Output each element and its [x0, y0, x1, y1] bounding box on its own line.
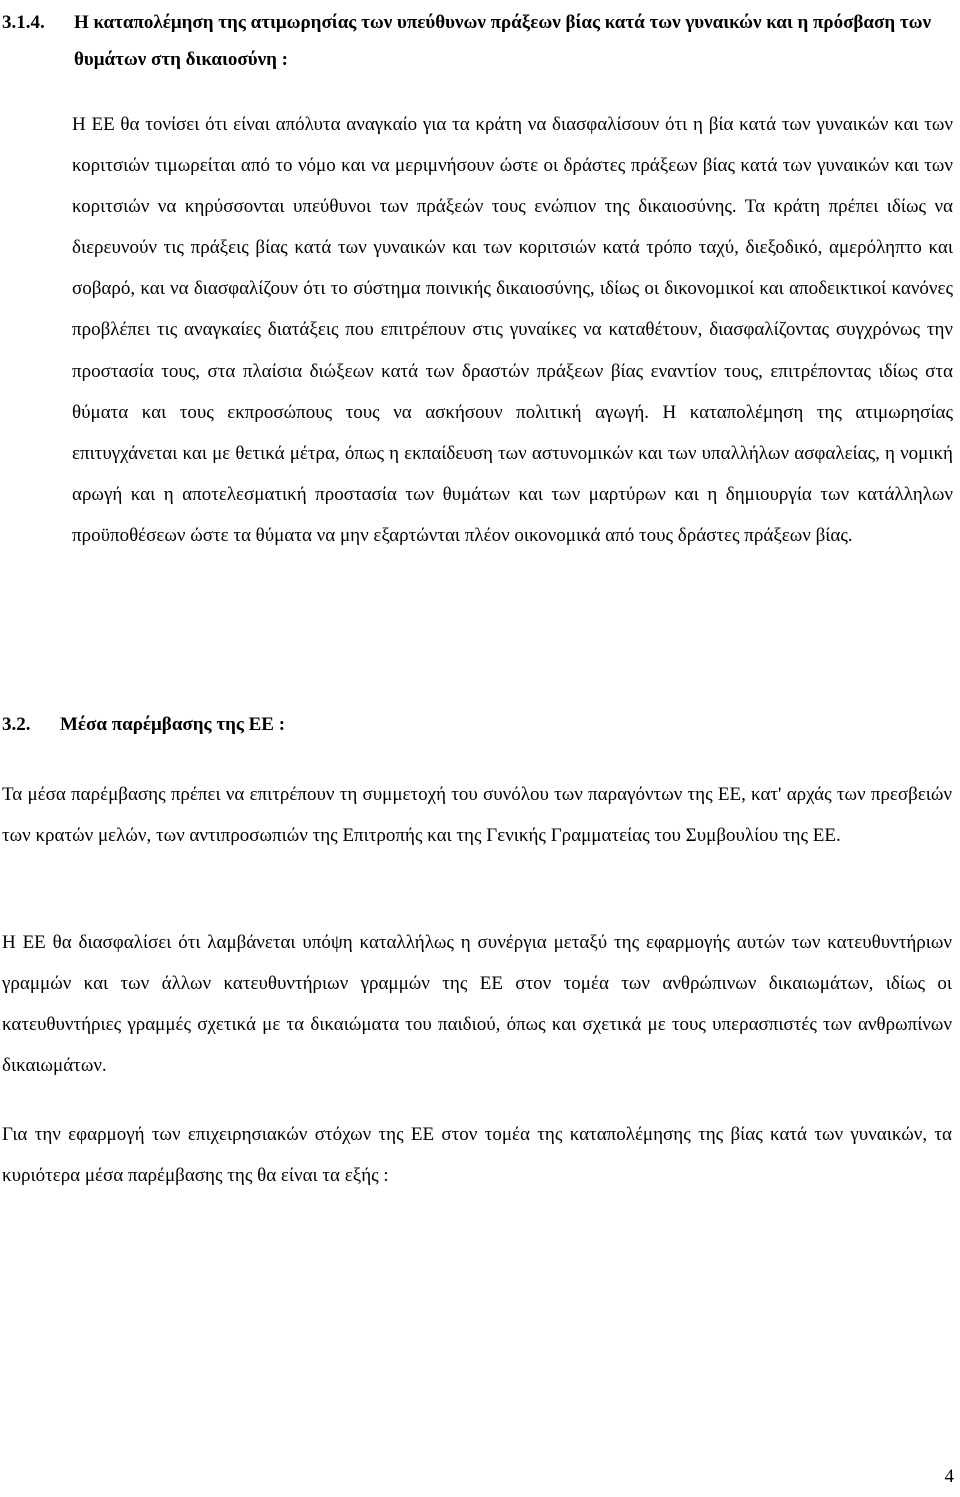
- section-number: 3.2.: [2, 714, 31, 735]
- section-heading-3-1-4: [2, 4, 952, 78]
- paragraph-intervention-means: Τα μέσα παρέμβασης πρέπει να επιτρέπουν τη συμμετοχή του συνόλου των παραγόντων της ΕΕ, κατ' αρχάς των πρεσβειών των κρατών μελών, των αντιπροσωπιών της Επιτροπής και της Γενικής Γραμματείας του Συμβουλίου της ΕΕ.: [2, 784, 952, 847]
- paragraph-operational-goals: Για την εφαρμογή των επιχειρησιακών στόχων της ΕΕ στον τομέα της καταπολέμησης της βίας κατά των γυναικών, τα κυριότερα μέσα παρέμβασης της θα είναι τα εξής :: [2, 1124, 952, 1187]
- paragraph-synergy: Η ΕΕ θα διασφαλίσει ότι λαμβάνεται υπόψη καταλλήλως η συνέργια μεταξύ της εφαρμογής αυτών των κατευθυντήριων γραμμών και των άλλων κατευθυντήριων γραμμών της ΕΕ στον τομέα των ανθρώπινων δικαιωμάτων, ιδίως οι κατευθυντήριες γραμμές σχετικά με τα δικαιώματα του παιδιού, όπως και σχετικά με τους υπερασπιστές των ανθρωπίνων δικαιωμάτων.: [2, 932, 952, 1077]
- section-number: 3.1.4.: [2, 12, 45, 33]
- section-title: Η καταπολέμηση της ατιμωρησίας των υπεύθυνων πράξεων βίας κατά των γυναικών και η πρόσβαση των θυμάτων στη δικαιοσύνη :: [74, 12, 932, 70]
- section-title: Μέσα παρέμβασης της ΕΕ :: [60, 714, 286, 735]
- paragraph-impunity: Η ΕΕ θα τονίσει ότι είναι απόλυτα αναγκαίο για τα κράτη να διασφαλίσουν ότι η βία κατά των γυναικών και των κοριτσιών τιμωρείται από το νόμο και να μεριμνήσουν ώστε οι δράστες πράξεων βίας κατά των γυναικών και των κοριτσιών να κηρύσσονται υπεύθυνοι των πράξεών τους ενώπιον της δικαιοσύνης. Τα κράτη πρέπει ιδίως να διερευνούν τις πράξεις βίας κατά των γυναικών και των κοριτσιών κατά τρόπο ταχύ, διεξοδικό, αμερόληπτο και σοβαρό, και να διασφαλίζουν ότι το σύστημα ποινικής δικαιοσύνης, ιδίως οι δικονομικοί και αποδεικτικοί κανόνες προβλέπει τις αναγκαίες διατάξεις που επιτρέπουν στις γυναίκες να καταθέτουν, διασφαλίζοντας συγχρόνως την προστασία τους, στα πλαίσια διώξεων κατά των δραστών πράξεων βίας εναντίον τους, επιτρέποντας ιδίως στα θύματα και τους εκπροσώπους τους να ασκήσουν πολιτική αγωγή. Η καταπολέμηση της ατιμωρησίας επιτυγχάνεται και με θετικά μέτρα, όπως η εκπαίδευση των αστυνομικών και των υπαλλήλων ασφαλείας, η νομική αρωγή και η αποτελεσματική προστασία των θυμάτων και των μαρτύρων και η δημιουργία των κατάλληλων προϋποθέσεων ώστε τα θύματα να μην εξαρτώνται πλέον οικονομικά από τους δράστες πράξεων βίας.: [72, 114, 953, 546]
- page-number: 4: [944, 1466, 954, 1487]
